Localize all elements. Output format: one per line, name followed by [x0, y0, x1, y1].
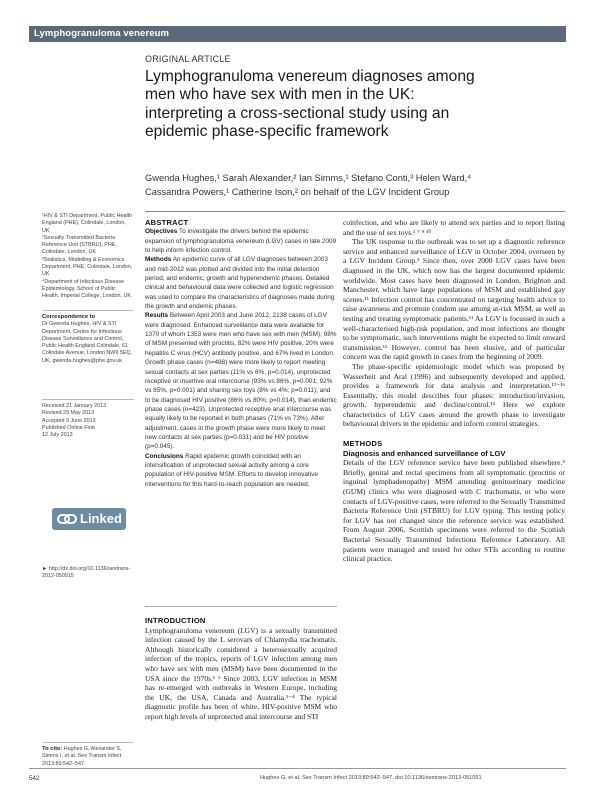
- correspondence: [42, 314, 134, 365]
- chain-link-icon: [57, 511, 77, 527]
- footer-rule: [29, 768, 566, 769]
- introduction-text: Lymphogranuloma venereum (LGV) is a sexually transmitted infection caused by the L serovars of Chlamydia trachomatis. Although historically considered a heterosexually acquired infection of the tropics, reports of LGV infection among men who have sex with men (MSM) have been documented in the USA since the 1970s.¹ ² Since 2003, LGV infection in MSM has re-emerged with outbreaks in Western Europe, including the UK, the USA, Canada and Australia.¹⁻⁴ The typical diagnostic profile has been of white, HIV-positive MSM who report high levels of unprotected anal intercourse and STI: [145, 625, 337, 721]
- page-number: 542: [29, 775, 40, 782]
- section-label: Lymphogranuloma venereum: [34, 28, 170, 39]
- abstract-heading: ABSTRACT: [145, 218, 189, 227]
- abstract-top-rule: [145, 211, 565, 212]
- methods-label: Methods: [145, 256, 172, 264]
- author-list: [145, 172, 565, 199]
- abstract-bottom-rule: [145, 606, 337, 607]
- sidebar-divider: [42, 742, 134, 743]
- conclusions-text: Rapid epidemic growth coincided with an intensification of unprotected sexual activity among a core population of HIV-positive MSM. Efforts to develop innovative interventions for this hard-to-reach population are needed.: [145, 452, 318, 488]
- affiliation: ⁴Department of Infectious Disease Epidemiology, School of Public Health, Imperial College, London, UK: [42, 278, 131, 300]
- cite-box: [42, 746, 134, 768]
- date-line: 12 July 2013: [42, 432, 73, 439]
- body-paragraph: The UK response to the outbreak was to set up a diagnostic reference service and enhanced surveillance of LGV in October 2004, overseen by a LGV Incident Group.⁵ Since then, over 2000 LGV cases have been diagnosed in the UK, which now has the largest documented epidemic worldwide. Most cases have been diagnosed in London, Brighton and Manchester, which have large populations of MSM and established gay scenes.¹¹ Infection control has concentrated on targeting health advice to raise awareness and promote condom use among at-risk MSM, as well as testing and treating symptomatic patients.¹¹ As LGV is focussed in such a well-characterised high-risk population, and most infections are thought to be symptomatic, such interventions might be expected to limit onward transmission.¹² However, control has been elusive, and of particular concern was the rapid growth in cases from the beginning of 2009.: [343, 237, 565, 362]
- title-line: men who have sex with men in the UK:: [145, 86, 415, 104]
- abstract-results: [145, 311, 337, 451]
- affiliation: ²Sexually Transmitted Bacteria Reference Unit (STBRU), PHE, Colindale, London, UK: [42, 234, 117, 256]
- linked-label: Linked: [80, 511, 122, 526]
- authors-line: Gwenda Hughes,¹ Sarah Alexander,² Ian Simms,¹ Stefano Conti,³ Helen Ward,⁴: [145, 173, 472, 183]
- date-line: Accepted 9 June 2013: [42, 417, 96, 424]
- affiliation: ¹HIV & STI Department, Public Health England (PHE), Colindale, London, UK: [42, 213, 133, 234]
- correspondence-text[interactable]: Dr Gwenda Hughes, HIV & STI Department, Centre for Infectious Disease Surveillance and Control, Public Health England Colindale, 61 Colindale Avenue, London NW9 5EQ, UK; gwenda.hughes@phe.gov.uk: [42, 321, 133, 364]
- article-type: ORIGINAL ARTICLE: [145, 54, 231, 64]
- body-paragraph: coinfection, and who are likely to attend sex parties and to report fisting and the use of sex toys.¹ ⁷ ⁹ ¹⁰: [343, 218, 565, 237]
- affiliations: [42, 213, 134, 301]
- abstract-objectives: [145, 227, 337, 255]
- results-label: Results: [145, 312, 169, 320]
- cite-heading: To cite:: [42, 746, 63, 752]
- abstract: [145, 218, 337, 489]
- sidebar-divider: [42, 399, 134, 400]
- results-text: Between April 2003 and June 2012, 2138 cases of LGV were diagnosed. Enhanced surveillance data were available for 1370 of whom 1353 were men who have sex with men (MSM); 98% of MSM presented with proctitis, 82% were HIV positive, 20% were hepatitis C virus (HCV) antibody positive, and 67% lived in London. Growth phase cases (n=488) were more likely to report meeting sexual contacts at sex parties (11% vs 6%, p=0.014), unprotected receptive or insertive oral intercourse (93% vs 86%, p=0.001; 92% vs 85%, p=0.001) and sharing sex toys (8% vs 4%; p=0.011), and to be diagnosed HIV positive (86% vs 80%; p=0.014), than endemic phase cases (n=423). Unprotected receptive anal intercourse was equally likely to be reported in both phases (71% vs 73%). After adjustment, cases in the growth phase were more likely to meet new contacts at sex parties (p=0.031) and be HIV positive (p=0.045).: [145, 312, 337, 451]
- linked-doi[interactable]: ► http://dx.doi.org/10.1136/sextrans-2012-050915: [42, 566, 131, 580]
- footer-citation: Hughes G, et al. Sex Transm Infect 2013;89:542–547. doi:10.1136/sextrans-2013-051051: [260, 775, 482, 781]
- linked-badge[interactable]: [52, 508, 126, 530]
- date-line: Revised 29 May 2013: [42, 410, 95, 417]
- title-line: epidemic phase-specific framework: [145, 123, 389, 141]
- methods-paragraph: Details of the LGV reference service have been published elsewhere.⁵ Briefly, genital and rectal specimens from all symptomatic (proctitis or inguinal lymphadenopathy) MSM attending genitourinary medicine (GUM) clinics who were diagnosed with C trachomatis, or who were contacts of LGV-positive cases, were referred to the Sexually Transmitted Bacteria Reference Unit (STBRU) for LGV typing. This testing policy for LGV has not changed since the reference service was established. From August 2006, Scottish specimens were referred to the Scottish Bacterial Sexually Transmitted Infections Reference Laboratory. All patients were managed and tested for other STIs according to routine clinical practice.: [343, 458, 565, 564]
- methods-heading: METHODS: [343, 439, 383, 449]
- title-line: Lymphogranuloma venereum diagnoses among: [145, 68, 475, 85]
- methods-subheading: Diagnosis and enhanced surveillance of LGV: [343, 448, 506, 458]
- correspondence-heading: Correspondence to: [42, 314, 96, 320]
- cite-text: Hughes G, Alexander S, Simms I, et al. Sex Transm Infect 2013;89:542–547.: [42, 746, 122, 767]
- objectives-label: Objectives: [145, 228, 178, 236]
- article-dates: [42, 403, 134, 439]
- introduction: [145, 616, 337, 722]
- objectives-text: To investigate the drivers behind the epidemic expansion of lymphogranuloma venereum (LGV) cases in late 2009 to help inform infection control.: [145, 228, 337, 255]
- article-title: [145, 68, 485, 142]
- date-line: Published Online First: [42, 424, 95, 431]
- abstract-methods: [145, 255, 337, 311]
- title-line: interpreting a cross-sectional study using an: [145, 104, 450, 122]
- affiliation: ³Statistics, Modelling & Economics Department, PHE, Colindale, London, UK: [42, 256, 133, 278]
- date-line: Received 21 January 2013: [42, 403, 107, 409]
- introduction-heading: INTRODUCTION: [145, 616, 206, 625]
- section-header-bar: [29, 26, 566, 42]
- sidebar-divider: [42, 310, 134, 311]
- methods-text: An epidemic curve of all LGV diagnoses between 2003 and mid-2012 was plotted and divided into the initial detection period, and endemic, growth and hyperendemic phases. Detailed clinical and behavioural data were collected and logistic regression was used to compare the characteristics of diagnoses made during the growth and endemic phases.: [145, 256, 335, 311]
- right-column: [343, 218, 565, 564]
- abstract-conclusions: [145, 452, 337, 489]
- body-paragraph: The phase-specific epidemiologic model which was proposed by Wasserheit and Aral (1996) and subsequently developed and applied, provides a framework for data analysis and interpretation.¹³⁻¹⁶ Essentially, this model describes four phases: introduction/invasion, growth, hyperendemic and decline/control.¹³ Here we explore characteristics of LGV cases around the growth phase to investigate behavioural drivers in the epidemic and inform control strategies.: [343, 361, 565, 429]
- conclusions-label: Conclusions: [145, 452, 184, 460]
- authors-line: Cassandra Powers,¹ Catherine Ison,² on behalf of the LGV Incident Group: [145, 186, 450, 197]
